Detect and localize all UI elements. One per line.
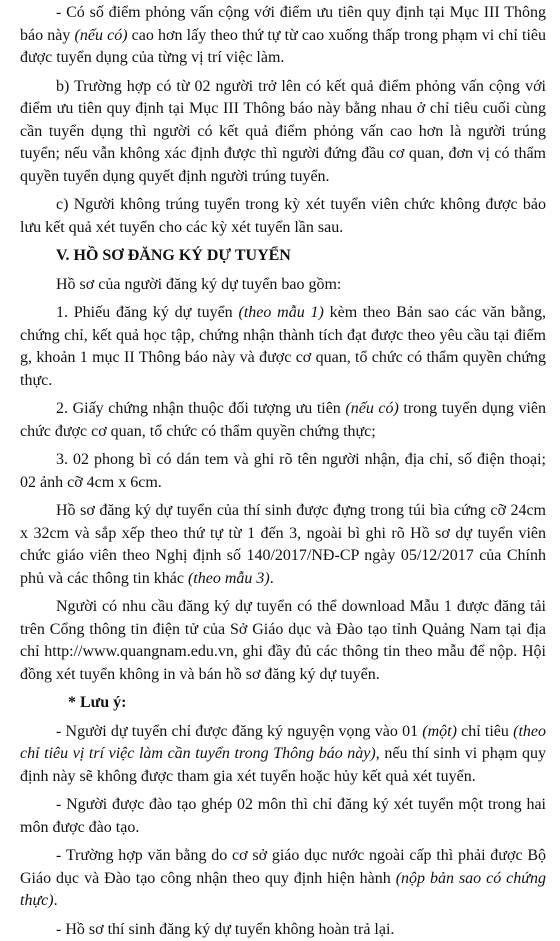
note-item-single-choice: - Người dự tuyển chỉ được đăng ký nguyện vọng vào 01 (một) chỉ tiêu (theo chỉ tiêu vị trí việc làm cần tuyển trong Thông báo này), nếu thí sinh vi phạm quy định này sẽ không được tham gia xét tuyển hoặc hủy kết quả xét tuyển.: [20, 721, 546, 789]
paragraph-highest-score-rule: - Có số điểm phỏng vấn cộng với điểm ưu tiên quy định tại Mục III Thông báo này (nếu có) cao hơn lấy theo thứ tự từ cao xuống thấp trong phạm vi chỉ tiêu được tuyển dụng của từng vị trí việc làm.: [20, 2, 546, 70]
list-item-priority-certificate: 2. Giấy chứng nhận thuộc đối tượng ưu tiên (nếu có) trong tuyển dụng viên chức được cơ quan, tổ chức có thẩm quyền chứng thực;: [20, 398, 546, 443]
note-item-double-major: - Người được đào tạo ghép 02 môn thì chỉ đăng ký xét tuyển một trong hai môn được đào tạo.: [20, 794, 546, 839]
section-heading: V. HỒ SƠ ĐĂNG KÝ DỰ TUYỂN: [20, 245, 546, 268]
paragraph-dossier-packaging: Hồ sơ đăng ký dự tuyển của thí sinh được đựng trong túi bìa cứng cỡ 24cm x 32cm và sắp xếp theo thứ tự từ 1 đến 3, ngoài bì ghi rõ Hồ sơ dự tuyển viên chức giáo viên theo Nghị định số 140/2017/NĐ-CP ngày 05/12/2017 của Chính phủ và các thông tin khác (theo mẫu 3).: [20, 500, 546, 590]
list-item-envelopes-photos: 3. 02 phong bì có dán tem và ghi rõ tên người nhận, địa chỉ, số điện thoại; 02 ảnh cỡ 4cm x 6cm.: [20, 449, 546, 494]
optional-note: (nếu có): [75, 27, 128, 44]
paragraph-tie-break-rule: b) Trường hợp có từ 02 người trở lên có kết quả điểm phỏng vấn cộng với điểm ưu tiên quy định tại Mục III Thông báo này bằng nhau ở chỉ tiêu cuối cùng cần tuyển dụng thì người có kết quả điểm phỏng vấn cao hơn là người trúng tuyển; nếu vẫn không xác định được thì người đứng đầu cơ quan, đơn vị có thẩm quyền tuyển dụng quyết định người trúng tuyển.: [20, 76, 546, 189]
paragraph-download-form: Người có nhu cầu đăng ký dự tuyển có thể download Mẫu 1 được đăng tải trên Cổng thông tin điện tử của Sở Giáo dục và Đào tạo tỉnh Quảng Nam tại địa chỉ http://www.quangnam.edu.vn, ghi đầy đủ các thông tin theo mẫu để nộp. Hội đồng xét tuyển không in và bán hồ sơ đăng ký dự tuyển.: [20, 596, 546, 686]
list-item-application-form: 1. Phiếu đăng ký dự tuyển (theo mẫu 1) kèm theo Bản sao các văn bằng, chứng chỉ, kết quả học tập, chứng nhận thành tích đạt được theo yêu cầu tại điểm g, khoản 1 mục II Thông báo này và được cơ quan, tổ chức có thẩm quyền chứng thực.: [20, 302, 546, 392]
note-heading: * Lưu ý:: [20, 692, 546, 715]
paragraph-dossier-intro: Hồ sơ của người đăng ký dự tuyển bao gồm:: [20, 274, 546, 297]
paragraph-no-reservation: c) Người không trúng tuyển trong kỳ xét tuyển viên chức không được bảo lưu kết quả xét tuyển cho các kỳ xét tuyển lần sau.: [20, 194, 546, 239]
note-item-foreign-degree: - Trường hợp văn bằng do cơ sở giáo dục nước ngoài cấp thì phải được Bộ Giáo dục và Đào tạo công nhận theo quy định hiện hành (nộp bản sao có chứng thực).: [20, 845, 546, 913]
note-item-no-return: - Hồ sơ thí sinh đăng ký dự tuyển không hoàn trả lại.: [20, 919, 546, 941]
